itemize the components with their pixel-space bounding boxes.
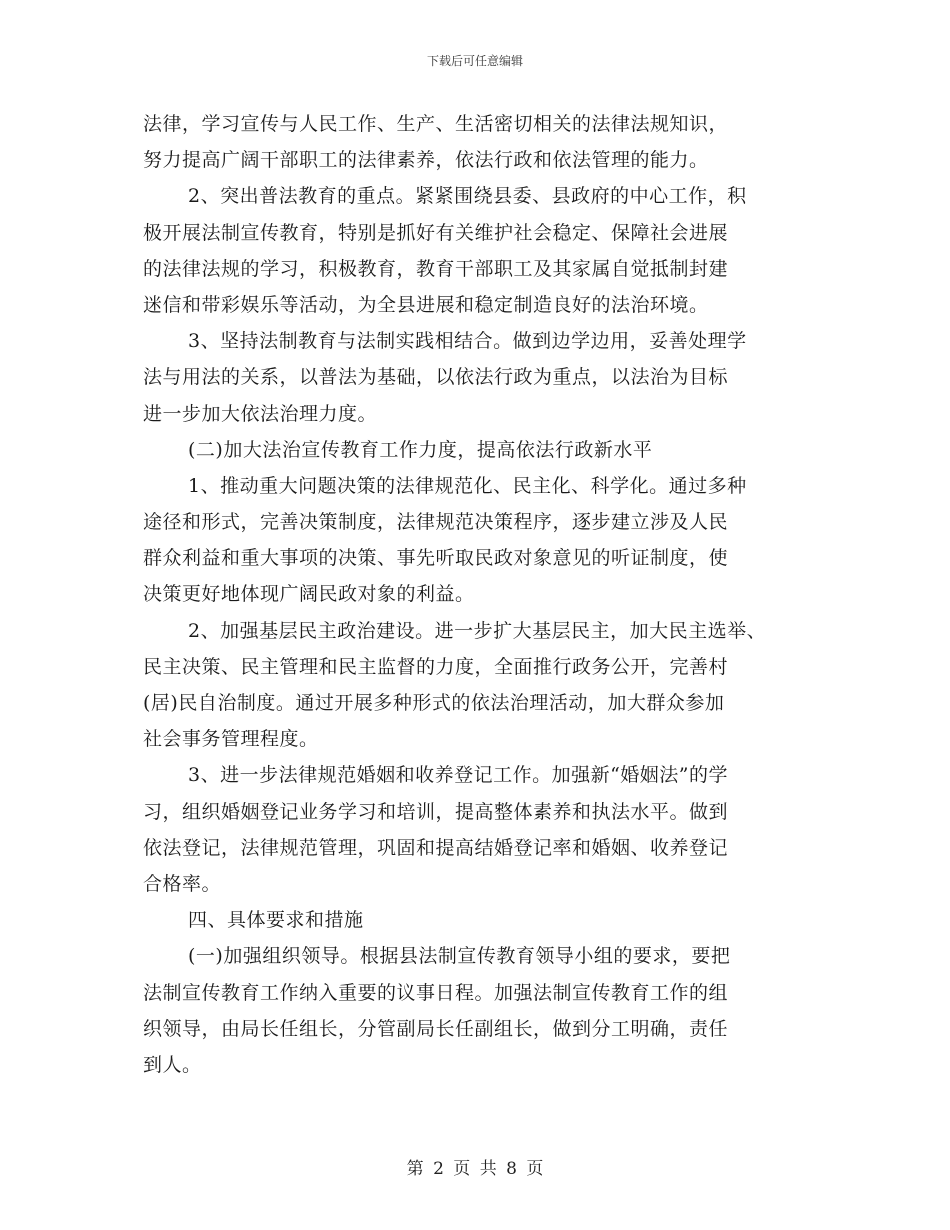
text-line: 1、推动重大问题决策的法律规范化、民主化、科学化。通过多种: [188, 474, 747, 497]
text-line: 2、突出普法教育的重点。紧紧围绕县委、县政府的中心工作，积: [188, 185, 747, 208]
text-line: 依法登记，法律规范管理，巩固和提高结婚登记率和婚姻、收养登记: [143, 836, 729, 859]
text-line: 法与用法的关系，以普法为基础，以依法行政为重点，以法治为目标: [143, 366, 729, 389]
text-line: 努力提高广阔干部职工的法律素养，依法行政和依法管理的能力。: [143, 149, 709, 172]
page-header: 下载后可任意编辑: [426, 54, 523, 68]
text-line: 2、加强基层民主政治建设。进一步扩大基层民主，加大民主选举、: [188, 619, 767, 642]
text-line: 到人。: [143, 1053, 202, 1076]
text-line: 四、具体要求和措施: [188, 909, 364, 932]
text-line: 法制宣传教育工作纳入重要的议事日程。加强法制宣传教育工作的组: [143, 981, 729, 1004]
text-line: 极开展法制宣传教育，特别是抓好有关维护社会稳定、保障社会进展: [143, 221, 729, 244]
text-line: 迷信和带彩娱乐等活动，为全县进展和稳定制造良好的法治环境。: [143, 293, 709, 316]
text-line: 社会事务管理程度。: [143, 728, 319, 751]
page-footer: 第 2 页 共 8 页: [406, 1159, 544, 1179]
text-line: 法律，学习宣传与人民工作、生产、生活密切相关的法律法规知识，: [143, 113, 729, 135]
text-line: 途径和形式，完善决策制度，法律规范决策程序，逐步建立涉及人民: [143, 511, 729, 534]
text-line: 进一步加大依法治理力度。: [143, 402, 378, 425]
text-line: 织领导，由局长任组长，分管副局长任副组长，做到分工明确，责任: [143, 1017, 729, 1040]
document-body: [143, 106, 823, 1083]
text-line: (一)加强组织领导。根据县法制宣传教育领导小组的要求，要把: [188, 945, 731, 968]
text-line: (居)民自治制度。通过开展多种形式的依法治理活动，加大群众参加: [143, 692, 725, 714]
text-line: (二)加大法治宣传教育工作力度，提高依法行政新水平: [188, 438, 653, 461]
text-line: 的法律法规的学习，积极教育，教育干部职工及其家属自觉抵制封建: [143, 257, 729, 280]
text-line: 群众利益和重大事项的决策、事先听取民政对象意见的听证制度，使: [143, 547, 729, 570]
text-line: 决策更好地体现广阔民政对象的利益。: [143, 583, 475, 606]
text-line: 合格率。: [143, 872, 222, 895]
text-line: 3、坚持法制教育与法制实践相结合。做到边学边用，妥善处理学: [188, 330, 747, 353]
text-line: 3、进一步法律规范婚姻和收养登记工作。加强新“婚姻法”的学: [188, 764, 729, 787]
text-line: 习，组织婚姻登记业务学习和培训，提高整体素养和执法水平。做到: [143, 800, 729, 823]
text-line: 民主决策、民主管理和民主监督的力度，全面推行政务公开，完善村: [143, 655, 729, 678]
